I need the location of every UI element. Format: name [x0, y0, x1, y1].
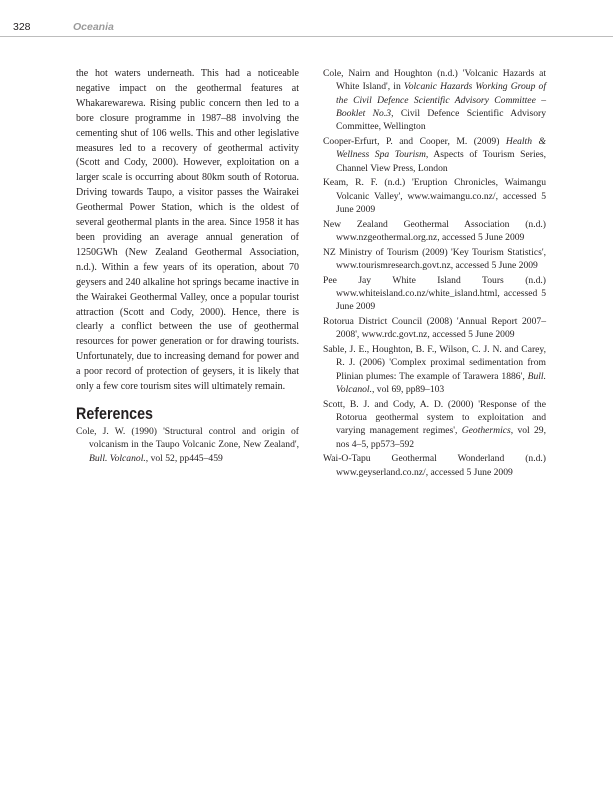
reference-italic: Bull. Volcanol.	[336, 370, 546, 395]
reference-text: Wai-O-Tapu Geothermal Wonderland (n.d.) www.geyserland.co.nz/, accessed 5 June 2009	[323, 453, 546, 478]
reference-text-end: , vol 52, pp445–459	[145, 452, 223, 464]
reference-text: Cole, Nairn and Houghton (n.d.) 'Volcanic Hazards at White Island', in	[323, 68, 546, 93]
reference-text: Cooper-Erfurt, P. and Cooper, M. (2009)	[323, 136, 506, 148]
running-head: Oceania	[73, 21, 114, 33]
reference-italic: Geothermics	[461, 425, 511, 437]
reference-italic: Volcanic Hazards Working Group of the Civil Defence Scientific Advisory Committee – Booklet No.3	[336, 81, 547, 120]
reference-text: NZ Ministry of Tourism (2009) 'Key Tourism Statistics', www.tourismresearch.govt.nz, accessed 5 June 2009	[323, 246, 546, 271]
reference-text: Rotorua District Council (2008) 'Annual Report 2007–2008', www.rdc.govt.nz, accessed 5 June 2009	[323, 315, 546, 341]
reference-text-end: , Civil Defence Scientific Advisory Committee, Wellington	[336, 108, 546, 133]
header-rule	[0, 36, 613, 37]
reference-text-end: , vol 69, pp89–103	[371, 383, 445, 395]
reference-item	[323, 315, 546, 342]
reference-italic: Bull. Volcanol.	[89, 452, 146, 464]
reference-text: New Zealand Geothermal Association (n.d.) www.nzgeothermal.org.nz, accessed 5 June 2009	[323, 218, 546, 244]
reference-text: Cole, J. W. (1990) 'Structural control and origin of volcanism in the Taupo Volcanic Zone, New Zealand',	[76, 425, 299, 451]
reference-item	[323, 176, 546, 216]
reference-item	[323, 274, 546, 314]
references-heading: References	[76, 403, 154, 423]
reference-item	[323, 67, 546, 134]
left-column	[76, 67, 299, 465]
page-number: 328	[13, 21, 31, 33]
reference-text: Keam, R. F. (n.d.) 'Eruption Chronicles, Waimangu Volcanic Valley', www.waimangu.co.nz/, accessed 5 June 2009	[323, 177, 546, 216]
reference-list-right	[323, 67, 546, 479]
reference-item	[323, 452, 546, 479]
reference-item	[323, 246, 546, 273]
reference-item	[323, 218, 546, 245]
page-header	[0, 19, 613, 37]
reference-text-end: , Aspects of Tourism Series, Channel View Press, London	[336, 149, 546, 174]
reference-item	[323, 398, 546, 451]
reference-item	[323, 135, 546, 175]
body-paragraph: the hot waters underneath. This had a noticeable negative impact on the geothermal features at Whakarewarewa. Rising public concern then led to a bore closure programme in 1987–88 involving the cementing shut of 106 wells. This and other legislative measures led to a recovery of geothermal activity (Scott and Cody, 2000). However, exploitation on a larger scale is occurring about 80km south of Rotorua. Driving towards Taupo, a visitor passes the Wairakei Geothermal Power Station, which is the oldest of several geothermal plants in the area. Since 1958 it has been providing an average annual generation of 1250GWh (New Zealand Geothermal Association, n.d.). Within a few years of its operation, about 70 geysers and 240 alkaline hot springs became inactive in the Wairakei Geothermal Valley, once a popular tourist attraction (Scott and Cody, 2000). Hence, there is clearly a conflict between the use of geothermal resources for power generation or for drawing tourists. Unfortunately, due to increasing demand for power and a poor record of protection of geysers, it is likely that only a few core tourism sites will ultimately remain.	[76, 68, 299, 393]
reference-text: Sable, J. E., Houghton, B. F., Wilson, C. J. N. and Carey, R. J. (2006) 'Complex proximal sedimentation from Plinian plumes: The example of Tarawera 1886',	[323, 343, 546, 382]
reference-text: Scott, B. J. and Cody, A. D. (2000) 'Response of the Rotorua geothermal system to exploitation and varying management regimes',	[323, 398, 546, 437]
reference-italic: Health & Wellness Spa Tourism	[336, 136, 546, 161]
reference-item	[323, 343, 546, 396]
reference-item	[76, 425, 299, 465]
reference-list-left	[76, 425, 299, 465]
reference-text: Pee Jay White Island Tours (n.d.) www.whiteisland.co.nz/white_island.html, accessed 5 June 2009	[323, 274, 546, 313]
right-column	[323, 67, 546, 479]
reference-text-end: , vol 29, nos 4–5, pp573–592	[336, 425, 546, 450]
